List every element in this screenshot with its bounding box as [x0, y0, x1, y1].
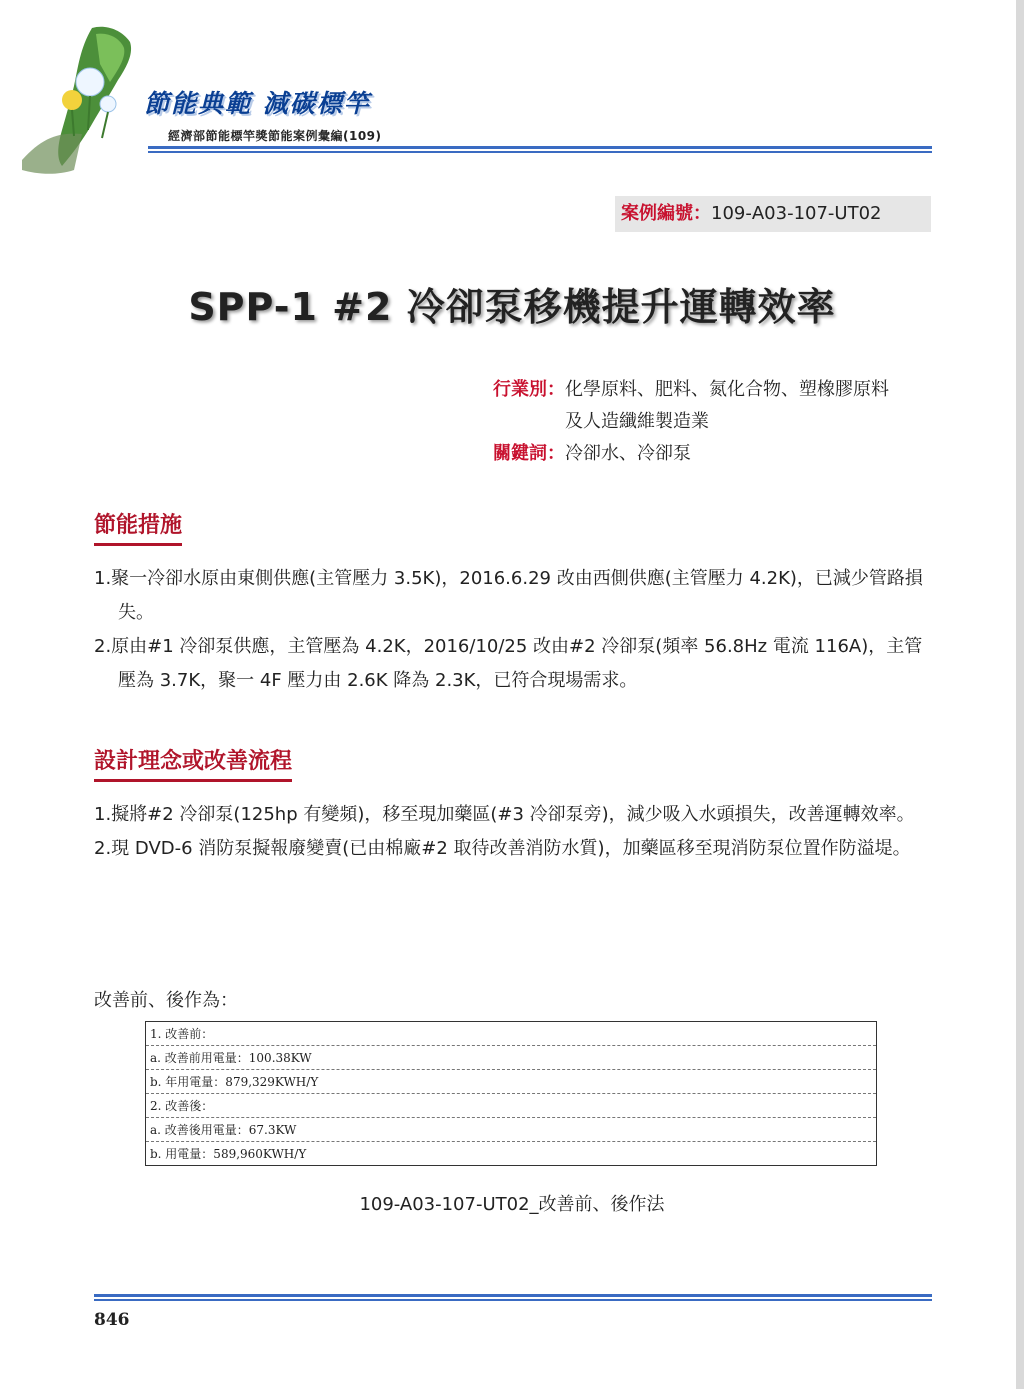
design-list — [94, 798, 934, 866]
case-number-box — [615, 196, 931, 232]
list-item: 1.擬將#2 冷卻泵(125hp 有變頻)，移至現加藥區(#3 冷卻泵旁)，減少吸入水頭損失，改善運轉效率。 — [94, 804, 915, 825]
industry-row — [493, 374, 905, 438]
list-item: 1.聚一冷卻水原由東側供應(主管壓力 3.5K)，2016.6.29 改由西側供應(主管壓力 4.2K)，已減少管路損失。 — [94, 568, 923, 623]
table-row — [146, 1046, 877, 1070]
measures-list — [94, 562, 934, 698]
table-row — [146, 1142, 877, 1166]
table-cell: b. 年用電量：879,329KWH/Y — [146, 1070, 877, 1094]
footer-rule — [94, 1294, 932, 1297]
case-number-label: 案例編號： — [621, 203, 711, 224]
section-heading-design: 設計理念或改善流程 — [94, 744, 292, 782]
before-after-intro: 改善前、後作為： — [94, 990, 238, 1011]
header-rule — [148, 146, 932, 149]
table-cell: 1. 改善前： — [146, 1022, 877, 1046]
list-item: 2.原由#1 冷卻泵供應，主管壓為 4.2K，2016/10/25 改由#2 冷卻泵(頻率 56.8Hz 電流 116A)，主管壓為 3.7K，聚一 4F 壓力由 2.6K 降為 2.3K，已符合現場需求。 — [94, 636, 923, 691]
case-number-value: 109-A03-107-UT02 — [711, 203, 882, 224]
keywords-value: 冷卻水、冷卻泵 — [565, 443, 691, 464]
header-title: 節能典範 減碳標竿 — [144, 89, 371, 118]
table-cell: 2. 改善後： — [146, 1094, 877, 1118]
page-edge — [1016, 0, 1024, 1389]
table-caption: 109-A03-107-UT02_改善前、後作法 — [359, 1194, 665, 1215]
section-heading-measures: 節能措施 — [94, 508, 182, 546]
industry-label: 行業別： — [493, 379, 565, 400]
industry-value: 化學原料、肥料、氮化合物、塑橡膠原料及人造纖維製造業 — [565, 379, 889, 432]
table-row — [146, 1094, 877, 1118]
case-meta — [493, 374, 905, 470]
list-item: 2.現 DVD-6 消防泵擬報廢變賣(已由棉廠#2 取待改善消防水質)，加藥區移至現消防泵位置作防溢堤。 — [94, 838, 911, 859]
keywords-row — [493, 438, 905, 470]
taiwan-dandelion-logo-icon — [22, 20, 152, 180]
page-title: SPP-1 #2 冷卻泵移機提升運轉效率 — [188, 285, 836, 329]
header-subtitle: 經濟部節能標竿獎節能案例彙編(109) — [168, 129, 382, 143]
table-row — [146, 1118, 877, 1142]
table-row — [146, 1022, 877, 1046]
footer-rule-thin — [94, 1299, 932, 1301]
before-after-table — [145, 1021, 877, 1166]
table-row — [146, 1070, 877, 1094]
keywords-label: 關鍵詞： — [493, 443, 565, 464]
table-cell: b. 用電量：589,960KWH/Y — [150, 1147, 307, 1161]
table-cell: a. 改善前用電量：100.38KW — [146, 1046, 877, 1070]
page-number: 846 — [94, 1310, 130, 1330]
header-rule-thin — [148, 151, 932, 153]
table-cell: a. 改善後用電量：67.3KW — [146, 1118, 877, 1142]
